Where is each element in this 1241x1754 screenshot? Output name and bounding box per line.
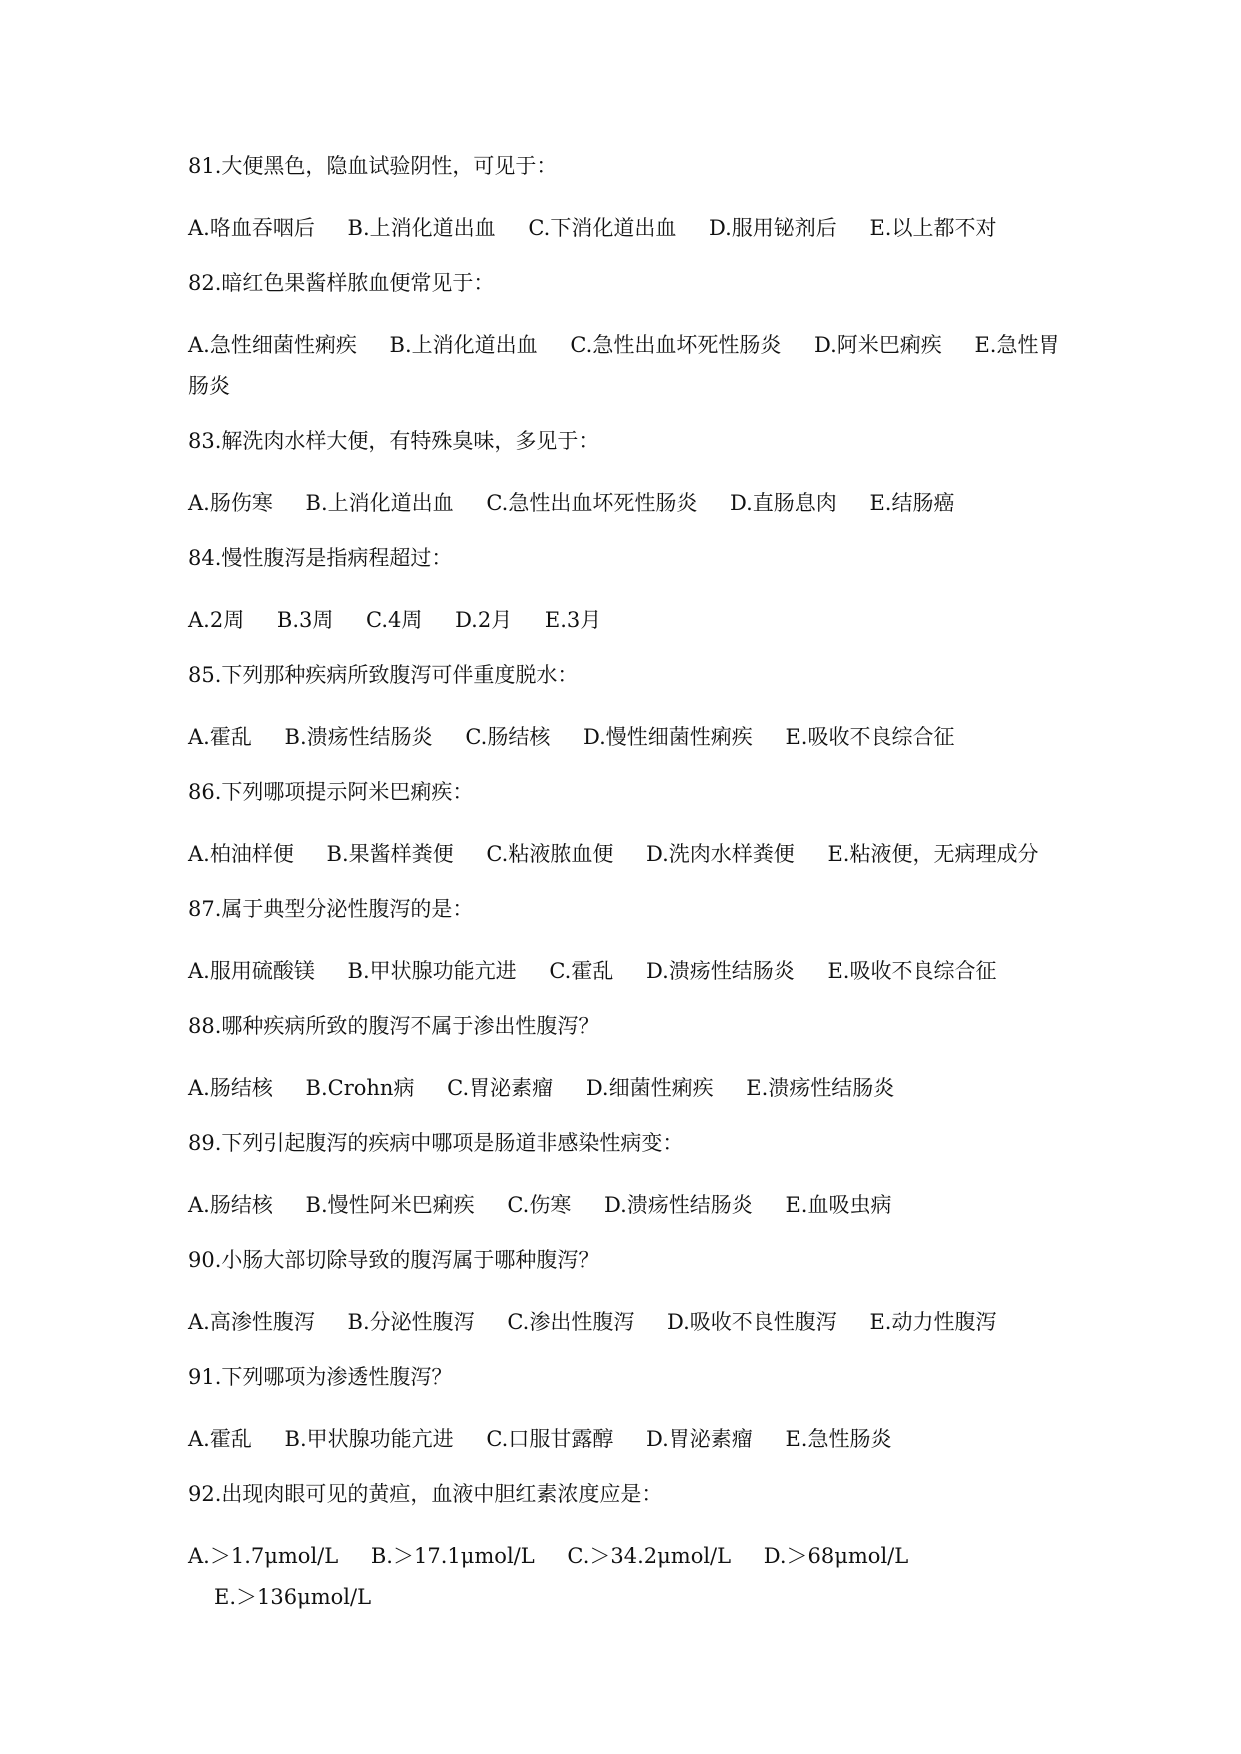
option-e: E.溃疡性结肠炎: [746, 1076, 895, 1100]
option-b: B.果酱样粪便: [326, 842, 454, 866]
option-a: A.急性细菌性痢疾: [188, 333, 357, 357]
question-text: 83.解洗肉水样大便，有特殊臭味，多见于：: [188, 429, 600, 453]
option-e: E.急性肠炎: [785, 1427, 892, 1451]
question-84: [188, 540, 1068, 641]
option-b: B.上消化道出血: [305, 491, 454, 515]
option-b: B.上消化道出血: [389, 333, 538, 357]
option-d: D.2月: [455, 608, 513, 632]
option-list: [188, 208, 1068, 249]
option-list: [188, 483, 1068, 524]
option-b: B.溃疡性结肠炎: [284, 725, 433, 749]
option-list: [188, 1302, 1068, 1343]
question-87: [188, 891, 1068, 992]
option-e: E.动力性腹泻: [869, 1310, 997, 1334]
question-91: [188, 1359, 1068, 1460]
question-text: 84.慢性腹泻是指病程超过：: [188, 546, 453, 570]
option-a: A.霍乱: [188, 725, 252, 749]
option-e: E.吸收不良综合征: [827, 959, 997, 983]
option-list: [188, 951, 1068, 992]
question-text: 86.下列哪项提示阿米巴痢疾：: [188, 780, 474, 804]
question-text: 87.属于典型分泌性腹泻的是：: [188, 897, 474, 921]
option-c: C.急性出血坏死性肠炎: [570, 333, 782, 357]
question-83: [188, 423, 1068, 524]
option-list: [188, 325, 1068, 407]
option-b: B.慢性阿米巴痢疾: [305, 1193, 475, 1217]
option-d: D.直肠息肉: [730, 491, 837, 515]
option-b: B.甲状腺功能亢进: [284, 1427, 454, 1451]
question-text: 92.出现肉眼可见的黄疸，血液中胆红素浓度应是：: [188, 1482, 663, 1506]
option-c: C.4周: [366, 608, 423, 632]
option-c: C.下消化道出血: [528, 216, 677, 240]
option-a: A.肠结核: [188, 1076, 273, 1100]
question-text: 82.暗红色果酱样脓血便常见于：: [188, 271, 495, 295]
question-text: 81.大便黑色，隐血试验阴性，可见于：: [188, 154, 558, 178]
question-81: [188, 148, 1068, 249]
question-82: [188, 265, 1068, 407]
option-a: A.2周: [188, 608, 245, 632]
option-a: A.＞1.7μmol/L: [188, 1544, 339, 1568]
option-d: D.慢性细菌性痢疾: [583, 725, 753, 749]
option-d: D.细菌性痢疾: [585, 1076, 714, 1100]
option-d: D.洗肉水样粪便: [646, 842, 795, 866]
question-text: 85.下列那种疾病所致腹泻可伴重度脱水：: [188, 663, 579, 687]
option-list: [188, 1068, 1068, 1109]
question-89: [188, 1125, 1068, 1226]
option-list: [188, 1185, 1068, 1226]
option-c: C.口服甘露醇: [486, 1427, 614, 1451]
question-text: 89.下列引起腹泻的疾病中哪项是肠道非感染性病变：: [188, 1131, 684, 1155]
option-e: E.血吸虫病: [785, 1193, 892, 1217]
option-c: C.霍乱: [549, 959, 614, 983]
option-d: D.溃疡性结肠炎: [646, 959, 795, 983]
option-e: E.吸收不良综合征: [785, 725, 955, 749]
option-d: D.吸收不良性腹泻: [667, 1310, 837, 1334]
option-a: A.肠结核: [188, 1193, 273, 1217]
option-b: B.＞17.1μmol/L: [370, 1544, 535, 1568]
option-d: D.胃泌素瘤: [646, 1427, 753, 1451]
option-a: A.咯血吞咽后: [188, 216, 315, 240]
option-e: E.3月: [544, 608, 602, 632]
option-d: D.溃疡性结肠炎: [604, 1193, 753, 1217]
question-88: [188, 1008, 1068, 1109]
option-list: [188, 1536, 1068, 1618]
question-86: [188, 774, 1068, 875]
option-a: A.服用硫酸镁: [188, 959, 315, 983]
option-e: E.＞136μmol/L: [214, 1585, 372, 1609]
option-e: E.急性胃肠炎: [188, 333, 1060, 398]
option-list: [188, 1419, 1068, 1460]
question-text: 90.小肠大部切除导致的腹泻属于哪种腹泻？: [188, 1248, 600, 1272]
option-c: C.胃泌素瘤: [447, 1076, 554, 1100]
option-a: A.柏油样便: [188, 842, 294, 866]
option-e: E.粘液便，无病理成分: [827, 842, 1039, 866]
option-d: D.服用铋剂后: [709, 216, 837, 240]
option-e: E.以上都不对: [869, 216, 997, 240]
option-b: B.甲状腺功能亢进: [347, 959, 517, 983]
option-c: C.渗出性腹泻: [507, 1310, 635, 1334]
option-c: C.粘液脓血便: [486, 842, 614, 866]
question-90: [188, 1242, 1068, 1343]
option-list: [188, 834, 1068, 875]
option-a: A.肠伤寒: [188, 491, 273, 515]
question-list: [188, 148, 1068, 1634]
question-85: [188, 657, 1068, 758]
option-b: B.分泌性腹泻: [347, 1310, 475, 1334]
option-b: B.3周: [276, 608, 334, 632]
option-b: B.上消化道出血: [347, 216, 496, 240]
question-92: [188, 1476, 1068, 1618]
option-list: [188, 717, 1068, 758]
option-a: A.霍乱: [188, 1427, 252, 1451]
option-c: C.肠结核: [465, 725, 551, 749]
option-c: C.急性出血坏死性肠炎: [486, 491, 698, 515]
question-text: 88.哪种疾病所致的腹泻不属于渗出性腹泻？: [188, 1014, 600, 1038]
option-list: [188, 600, 1068, 641]
option-d: D.阿米巴痢疾: [814, 333, 942, 357]
option-e: E.结肠癌: [869, 491, 955, 515]
question-text: 91.下列哪项为渗透性腹泻？: [188, 1365, 453, 1389]
option-c: C.＞34.2μmol/L: [567, 1544, 732, 1568]
option-b: B.Crohn病: [305, 1076, 415, 1100]
option-a: A.高渗性腹泻: [188, 1310, 315, 1334]
option-c: C.伤寒: [507, 1193, 572, 1217]
option-d: D.＞68μmol/L: [763, 1544, 909, 1568]
